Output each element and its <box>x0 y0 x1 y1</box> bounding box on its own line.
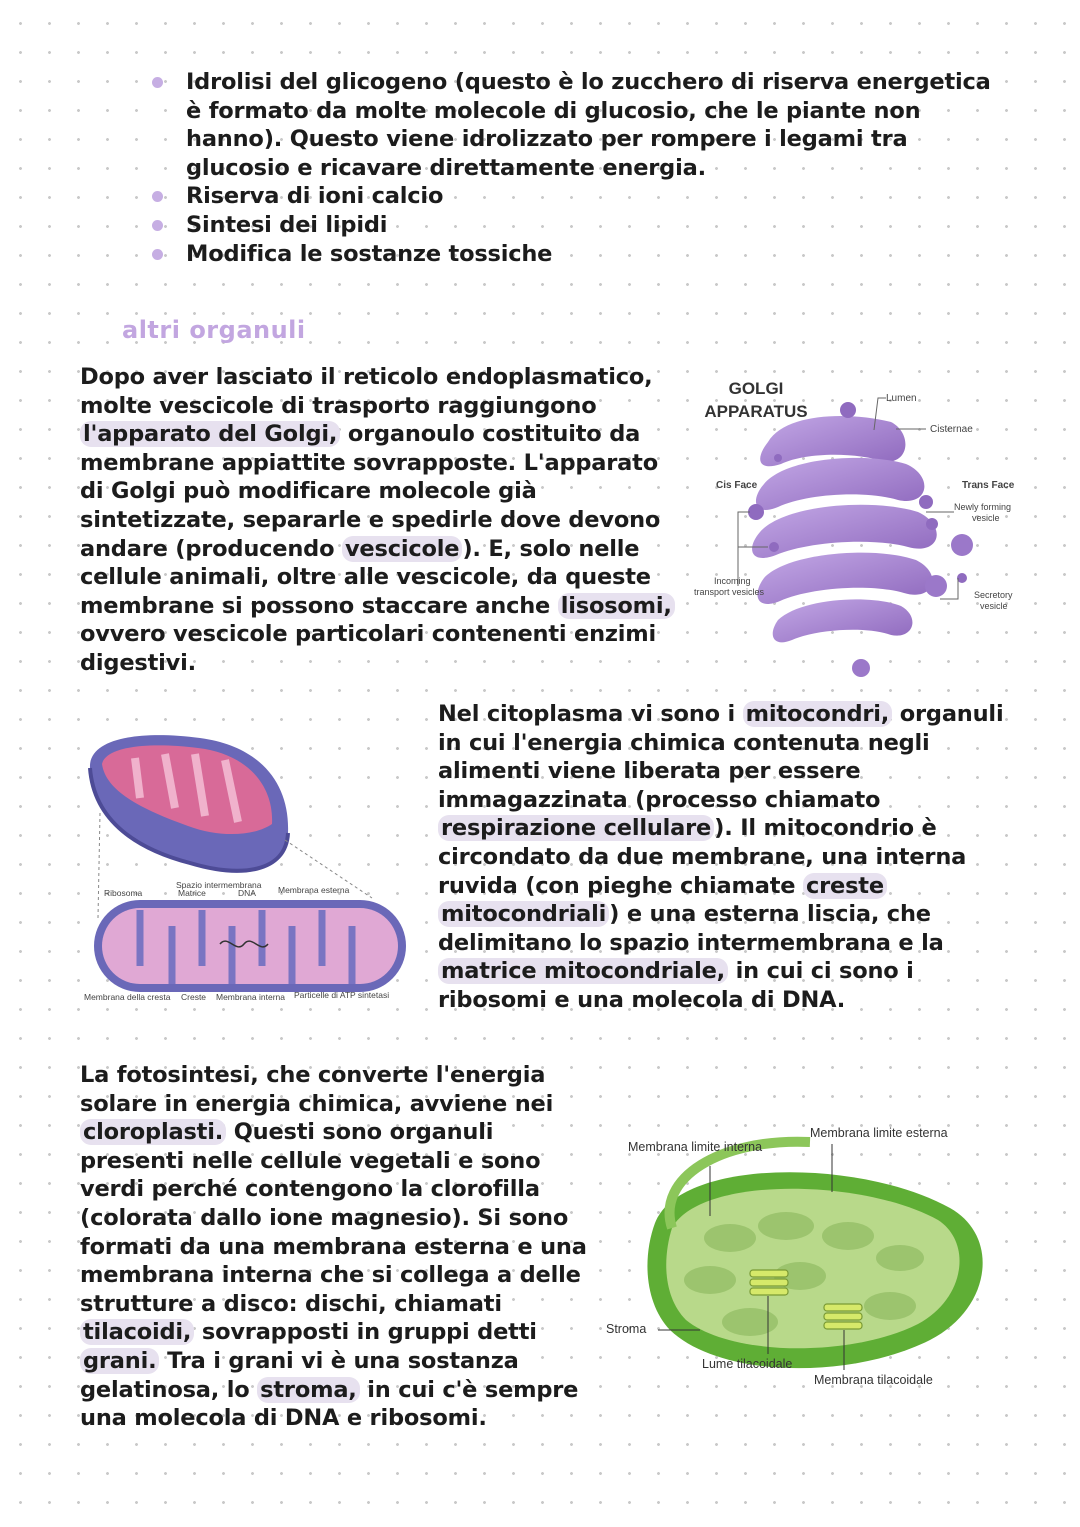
label-membrana-tilacoidale: Membrana tilacoidale <box>814 1373 933 1387</box>
label-newly-forming: vesicle <box>972 513 1000 523</box>
golgi-stack <box>752 416 937 642</box>
label-stroma: Stroma <box>606 1322 647 1336</box>
section-title: altri organuli <box>122 316 306 344</box>
label-incoming: transport vesicles <box>694 587 765 597</box>
label-membrana-limite-esterna: Membrana limite esterna <box>810 1126 948 1140</box>
highlight-stroma: stroma, <box>257 1377 359 1403</box>
label-membrana-cresta: Membrana della cresta <box>84 992 171 1002</box>
label-ribosoma: Ribosoma <box>104 888 143 898</box>
highlight-grani: grani. <box>80 1348 159 1374</box>
chloroplast-body <box>647 1142 982 1368</box>
label-cisternae: Cisternae <box>930 424 973 435</box>
bullet-dot <box>152 220 163 231</box>
highlight-matrice-mitocondriale: matrice mitocondriale, <box>438 958 728 984</box>
highlight-apparato-golgi: l'apparato del Golgi, <box>80 421 340 447</box>
chloroplast-figure <box>600 1118 1020 1398</box>
label-cis-face: Cis Face <box>716 480 758 491</box>
mitochondria-paragraph: Nel citoplasma vi sono i mitocondri, organuli in cui l'energia chimica contenuta negli alimenti viene liberata per essere immagazzinata (processo chiamato respirazione cellulare ). Il mitocondrio è circondato da due membrane, una interna ruvida (con pieghe chiamate creste mitocondriali ) e una esterna liscia, che delimitano lo spazio intermembrana e la matrice mitocondriale, in cui ci sono i ribosomi e una molecola di DNA. <box>438 701 1004 1013</box>
list-item: Modifica le sostanze tossiche <box>150 240 1000 269</box>
label-spazio-intermembrana: Spazio intermembrana <box>176 880 262 890</box>
label-dna: DNA <box>238 888 256 898</box>
chloroplast-paragraph: La fotosintesi, che converte l'energia solare in energia chimica, avviene nei cloroplasti. Questi sono organuli presenti nelle cellule vegetali e sono verdi perché contengono la clorofilla (colorata dallo ione magnesio). Si sono formati da una membrana esterna e una membrana interna che si collega a delle strutture a disco: dischi, chiamati tilacoidi, sovrapposti in gruppi detti grani. Tra i grani vi è una sostanza gelatinosa, lo stroma, in cui c'è sempre una molecola di DNA e ribosomi. <box>80 1062 587 1432</box>
highlight-respirazione-cellulare: respirazione cellulare <box>438 815 714 841</box>
label-creste: Creste <box>181 992 207 1002</box>
mitochondrion-3d <box>90 735 288 871</box>
label-membrana-limite-interna: Membrana limite interna <box>628 1140 763 1154</box>
highlight-mitocondri: mitocondri, <box>743 701 892 727</box>
label-membrana-esterna: Membrana esterna <box>278 885 350 895</box>
golgi-title: APPARATUS <box>704 402 808 421</box>
list-item: Idrolisi del glicogeno (questo è lo zucchero di riserva energetica è formato da molte molecole di glucosio, che le piante non hanno). Questo viene idrolizzato per rompere i legami tra glucosio e ricavare direttamente energia. <box>150 68 1000 182</box>
list-item: Riserva di ioni calcio <box>150 182 1000 211</box>
golgi-title: GOLGI <box>728 379 784 398</box>
mitochondrion-section <box>94 900 406 992</box>
highlight-vescicole: vescicole <box>342 536 462 562</box>
golgi-paragraph: Dopo aver lasciato il reticolo endoplasmatico, molte vescicole di trasporto raggiungono l'apparato del Golgi, organoulo costituito da membrane appiattite sovrapposte. L'apparato di Golgi può modificare molecole già sintetizzate, separarle e spedirle dove devono andare (producendo vescicole ). E, solo nelle cellule animali, oltre alle vescicole, da queste membrane si possono staccare anche lisosomi, ovvero vescicole particolari contenenti enzimi digestivi. <box>80 363 680 678</box>
label-matrice: Matrice <box>178 888 206 898</box>
label-membrana-interna: Membrana interna <box>216 992 285 1002</box>
bullet-dot <box>152 191 163 202</box>
label-lumen: Lumen <box>886 393 917 404</box>
bullet-dot <box>152 249 163 260</box>
list-item: Sintesi dei lipidi <box>150 211 1000 240</box>
highlight-creste-mitocondriali: creste mitocondriali <box>438 873 887 928</box>
mitochondrion-figure <box>80 728 425 1010</box>
highlight-cloroplasti: cloroplasti. <box>80 1119 226 1145</box>
label-newly-forming: Newly forming <box>954 502 1012 512</box>
label-incoming: Incoming <box>714 576 751 586</box>
label-trans-face: Trans Face <box>962 480 1015 491</box>
highlight-tilacoidi: tilacoidi, <box>80 1319 194 1345</box>
highlight-lisosomi: lisosomi, <box>558 593 675 619</box>
golgi-apparatus-figure <box>686 372 1026 682</box>
function-list <box>150 68 1000 268</box>
label-particelle-atp: Particelle di ATP sintetasi <box>294 990 390 1000</box>
label-secretory: vesicle <box>980 601 1008 611</box>
bullet-dot <box>152 77 163 88</box>
label-lume-tilacoidale: Lume tilacoidale <box>702 1357 793 1371</box>
label-secretory: Secretory <box>974 590 1013 600</box>
